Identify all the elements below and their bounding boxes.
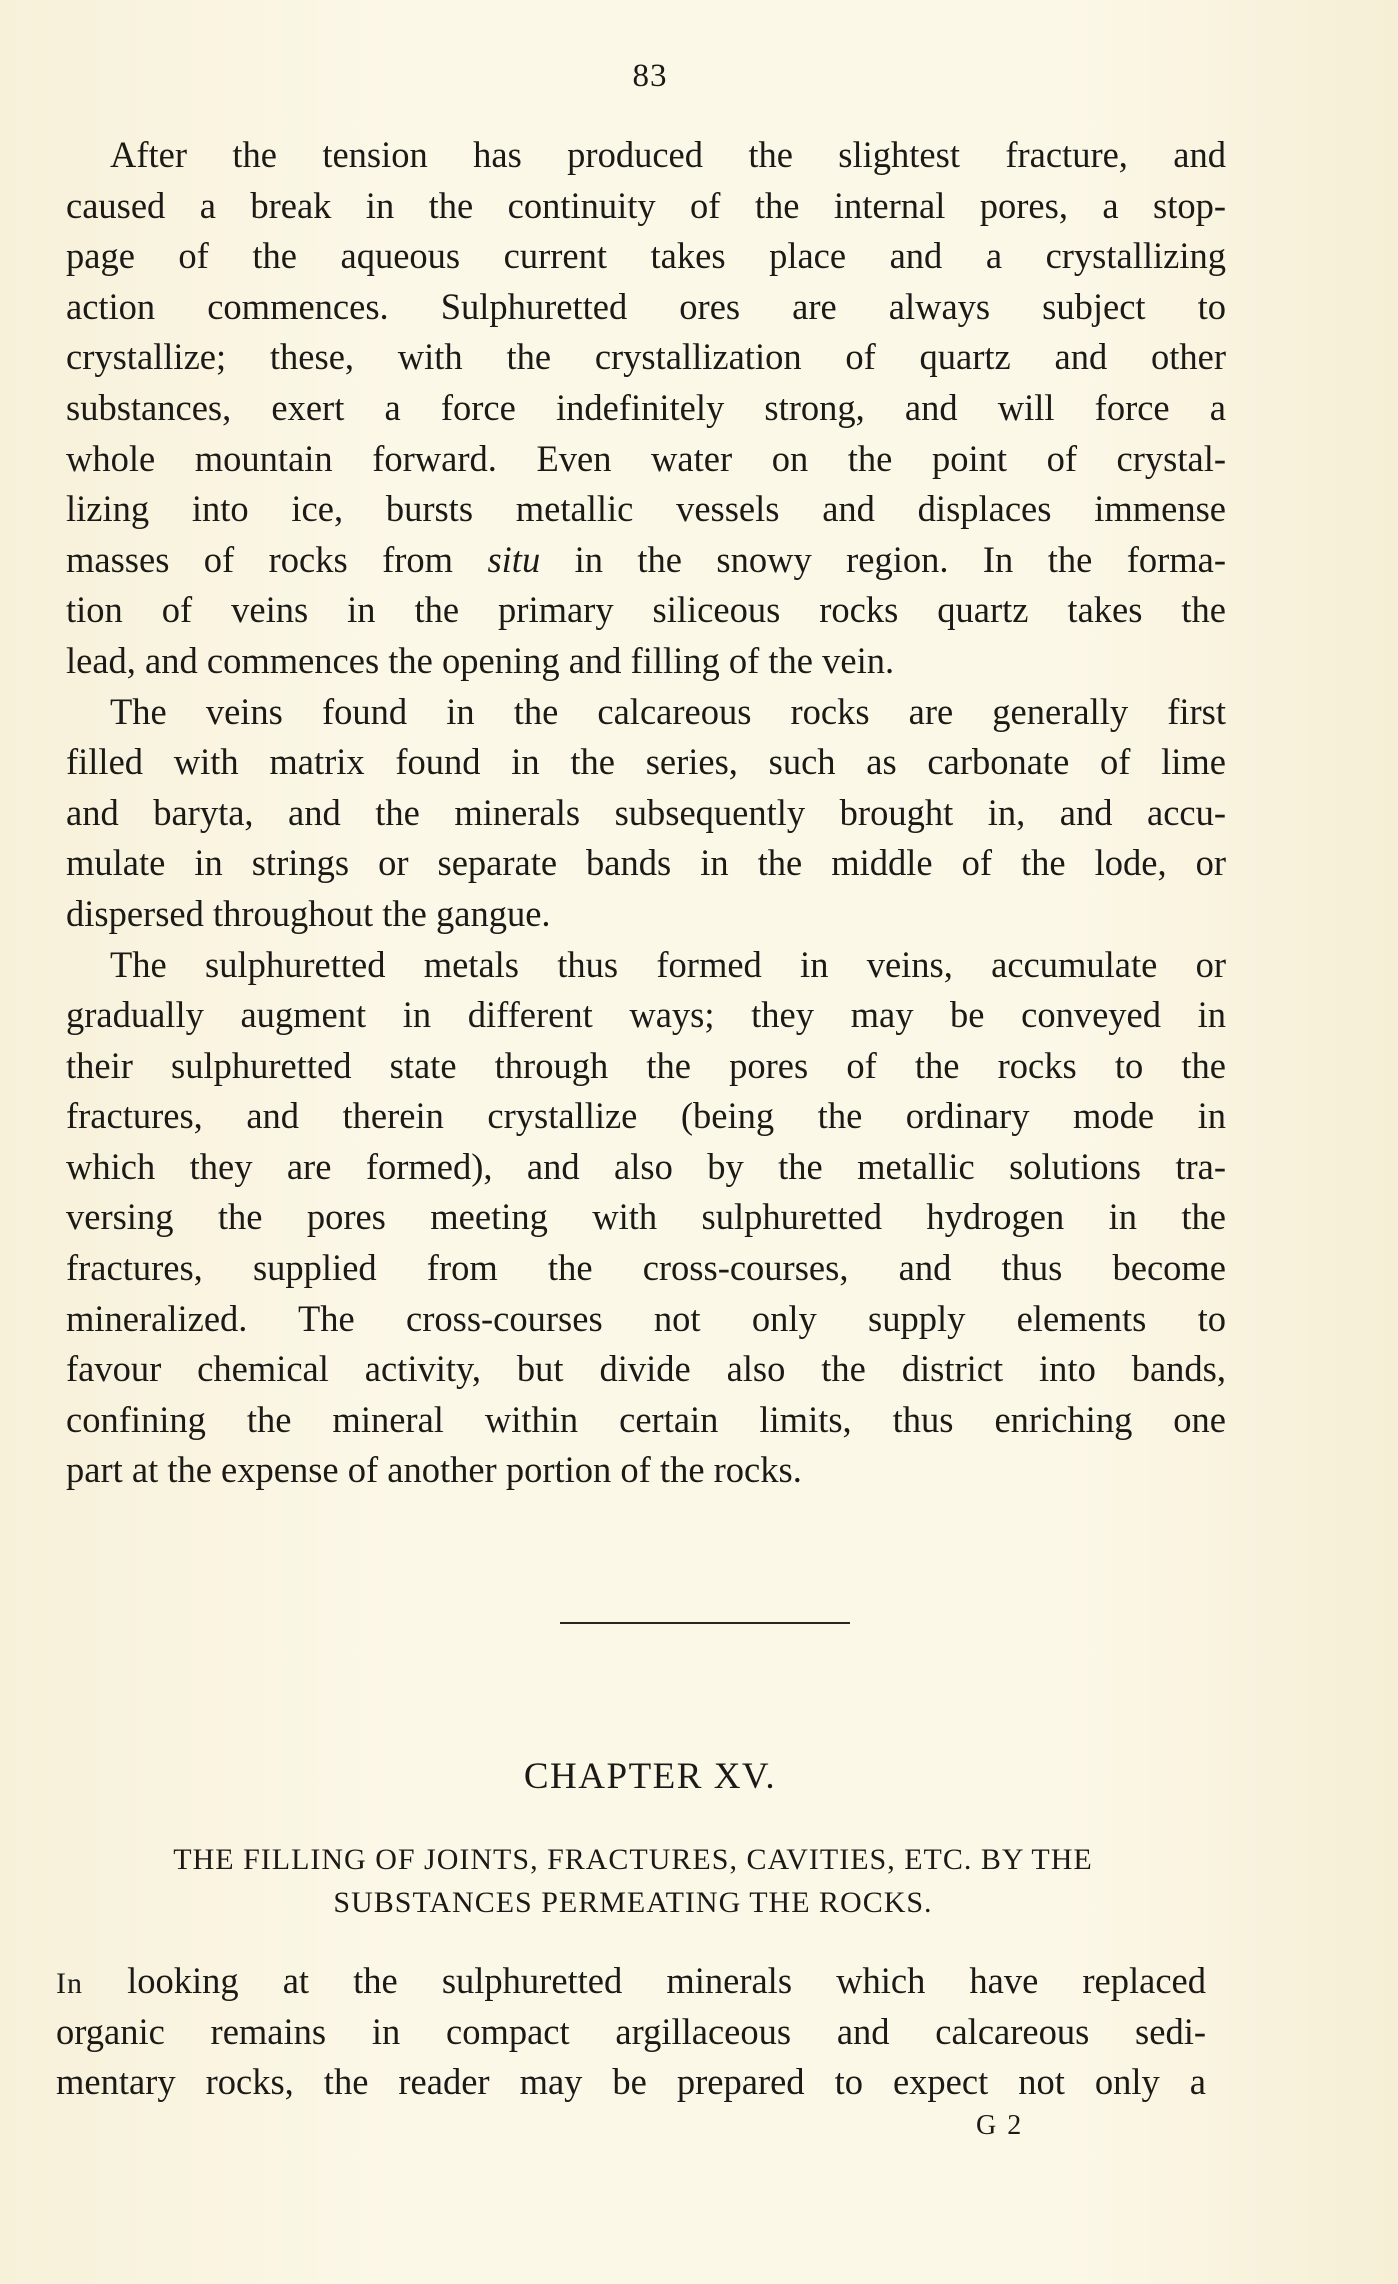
paragraph-1 <box>66 130 1226 687</box>
paragraph-2 <box>66 687 1226 940</box>
text-line: tion of veins in the primary siliceous rocks quartz takes the <box>66 589 1226 631</box>
text-segment: in the snowy region. In the forma- <box>540 538 1227 580</box>
chapter-subtitle-line: SUBSTANCES PERMEATING THE ROCKS. <box>333 1886 933 1919</box>
text-line: mineralized. The cross-courses not only supply elements to <box>66 1297 1226 1339</box>
text-line: After the tension has produced the slightest fracture, and <box>110 134 1226 175</box>
text-line: confining the mineral within certain limits, thus enriching one <box>66 1398 1226 1440</box>
text-line: caused a break in the continuity of the internal pores, a stop- <box>66 184 1226 226</box>
text-line: fractures, and therein crystallize (being the ordinary mode in <box>66 1095 1226 1137</box>
signature-mark: G 2 <box>976 2110 1024 2141</box>
text-line: which they are formed), and also by the metallic solutions tra- <box>66 1145 1226 1187</box>
initial-word: In <box>56 1967 83 2000</box>
chapter-heading: CHAPTER XV. <box>523 1756 777 1797</box>
text-line: action commences. Sulphuretted ores are always subject to <box>66 285 1226 327</box>
text-line-with-initial <box>56 1956 1206 2007</box>
text-line: mulate in strings or separate bands in the middle of the lode, or <box>66 842 1226 884</box>
text-line: lead, and commences the opening and filling of the vein. <box>66 639 895 681</box>
text-line: crystallize; these, with the crystallization of quartz and other <box>66 336 1226 378</box>
text-line: substances, exert a force indefinitely strong, and will force a <box>66 386 1226 428</box>
text-line: fractures, supplied from the cross-courses, and thus become <box>66 1247 1226 1289</box>
chapter-subtitle <box>58 1838 1208 1924</box>
section-divider <box>560 1622 850 1624</box>
main-text-block <box>66 130 1226 1496</box>
text-line: and baryta, and the minerals subsequently brought in, and accu- <box>66 791 1226 833</box>
text-line-with-italic <box>66 535 1226 586</box>
text-segment: masses of rocks from <box>66 538 488 580</box>
text-line: The sulphuretted metals thus formed in veins, accumulate or <box>110 943 1226 985</box>
text-line: their sulphuretted state through the pores of the rocks to the <box>66 1044 1226 1086</box>
text-line: favour chemical activity, but divide also the district into bands, <box>66 1348 1226 1390</box>
text-line: filled with matrix found in the series, such as carbonate of lime <box>66 741 1226 783</box>
page-number: 83 <box>632 58 668 94</box>
text-line: organic remains in compact argillaceous and calcareous sedi- <box>56 2010 1206 2052</box>
text-line: gradually augment in different ways; they may be conveyed in <box>66 994 1226 1036</box>
text-line: whole mountain forward. Even water on the point of crystal- <box>66 437 1226 479</box>
paragraph-3 <box>66 940 1226 1497</box>
chapter-body-text <box>56 1956 1206 2108</box>
text-line: part at the expense of another portion of the rocks. <box>66 1449 802 1491</box>
text-line: dispersed throughout the gangue. <box>66 892 551 934</box>
chapter-subtitle-line: THE FILLING OF JOINTS, FRACTURES, CAVITIES, ETC. BY THE <box>173 1843 1093 1876</box>
text-segment: looking at the sulphuretted minerals which have replaced <box>83 1960 1206 2001</box>
text-line: mentary rocks, the reader may be prepared to expect not only a <box>56 2061 1206 2103</box>
text-line: The veins found in the calcareous rocks are generally first <box>110 690 1226 732</box>
text-line: versing the pores meeting with sulphuretted hydrogen in the <box>66 1196 1226 1238</box>
italic-word: situ <box>487 538 541 580</box>
text-line: page of the aqueous current takes place and a crystallizing <box>66 235 1226 277</box>
text-line: lizing into ice, bursts metallic vessels and displaces immense <box>66 488 1226 530</box>
